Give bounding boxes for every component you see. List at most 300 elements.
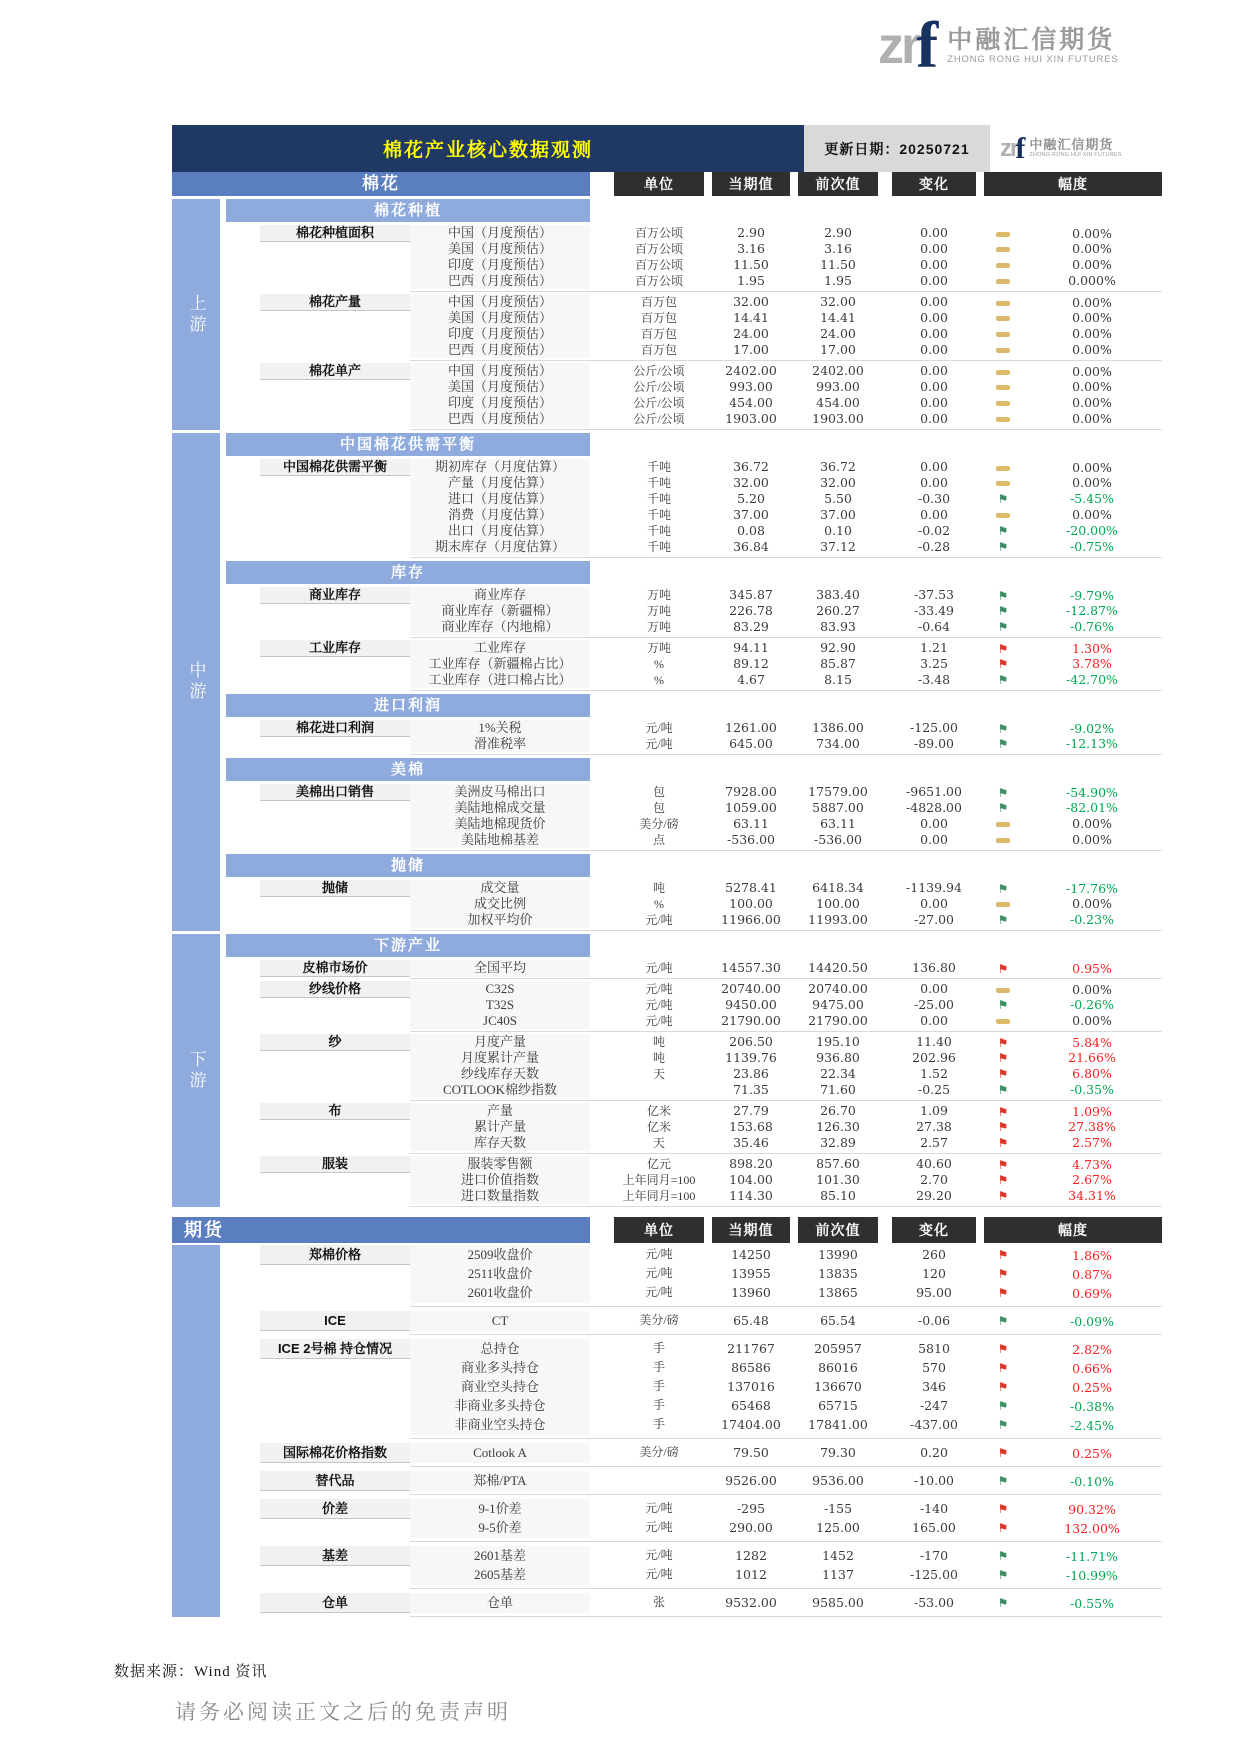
current-value: 3.16 (737, 241, 765, 256)
current-value: 11.50 (733, 257, 769, 272)
pct-cell (984, 997, 1162, 1013)
item-label: 巴西（月度预估） (410, 342, 590, 358)
flat-dash-icon (996, 838, 1010, 843)
previous-value: 9536.00 (812, 1473, 864, 1488)
pct-value: 0.000% (1068, 273, 1116, 288)
logo-company-name-en: ZHONG RONG HUI XIN FUTURES (947, 54, 1119, 65)
change-value: 0.00 (920, 273, 948, 288)
up-flag-icon: ⚑ (997, 1502, 1009, 1516)
down-flag-icon: ⚑ (997, 673, 1009, 687)
change-value: 346 (922, 1379, 946, 1394)
down-flag-icon: ⚑ (997, 1568, 1009, 1582)
logo-company-name-en: ZHONG RONG HUI XIN FUTURES (1029, 152, 1122, 158)
flat-dash-icon (996, 385, 1010, 390)
header-logo (990, 125, 1162, 172)
table-row (172, 1311, 1162, 1330)
unit-cell: 点 (652, 833, 665, 847)
pct-value: 0.00% (1072, 326, 1112, 341)
change-value: 0.00 (920, 832, 948, 847)
pct-value: -54.90% (1066, 784, 1118, 800)
unit-cell: 元/吨 (645, 1285, 673, 1299)
pct-value: 0.00% (1072, 459, 1112, 475)
current-value: 9450.00 (725, 997, 777, 1012)
unit-cell: 百万公顷 (634, 258, 683, 272)
flat-dash-icon (996, 301, 1010, 306)
previous-value: 14420.50 (808, 960, 868, 975)
stage-block (172, 433, 1162, 931)
change-value: -140 (919, 1501, 949, 1516)
table-row (172, 784, 1162, 800)
group-label: 商业库存 (260, 587, 410, 604)
previous-value: 5.50 (824, 491, 852, 506)
pct-value: -5.45% (1070, 491, 1114, 506)
table-row (172, 912, 1162, 928)
column-header-name: 棉花 (172, 172, 590, 196)
previous-value: 14.41 (820, 310, 856, 325)
pct-value: 0.00% (1072, 1013, 1112, 1028)
up-flag-icon: ⚑ (997, 641, 1009, 656)
unit-cell: 元/吨 (645, 1520, 673, 1534)
pct-cell (984, 587, 1162, 604)
group-separator (410, 360, 1162, 361)
column-header-previous: 前次值 (798, 1217, 878, 1243)
change-value: 0.00 (920, 326, 948, 341)
unit-cell: 元/吨 (645, 1501, 673, 1515)
item-label: 中国（月度预估） (410, 225, 590, 242)
group-separator (410, 930, 1162, 931)
pct-value: 2.57% (1072, 1135, 1112, 1150)
group-label: 纱 (260, 1034, 410, 1051)
pct-value: 132.00% (1064, 1520, 1120, 1536)
pct-cell (984, 960, 1162, 977)
group-separator (410, 1494, 1162, 1495)
previous-value: 936.80 (816, 1050, 860, 1065)
table-row (172, 1471, 1162, 1490)
item-label: 成交量 (410, 880, 590, 897)
down-flag-icon: ⚑ (997, 801, 1009, 815)
group-separator (410, 291, 1162, 292)
item-label: 商业空头持仓 (410, 1377, 590, 1397)
pct-cell (984, 411, 1162, 427)
pct-value: 0.25% (1072, 1445, 1112, 1461)
logo-f-text: f (916, 9, 939, 82)
pct-cell (984, 273, 1162, 289)
unit-cell: 元/吨 (645, 1014, 673, 1028)
unit-cell: 元/吨 (645, 982, 673, 996)
flat-dash-icon (996, 822, 1010, 827)
current-value: 37.00 (733, 507, 769, 522)
change-value: 5810 (918, 1341, 950, 1356)
table-row (172, 1135, 1162, 1151)
flat-dash-icon (996, 1019, 1010, 1024)
previous-value: 37.12 (820, 539, 856, 554)
item-label: 商业库存（内地棉） (410, 619, 590, 635)
item-label: 2601基差 (410, 1546, 590, 1566)
pct-value: 21.66% (1068, 1050, 1116, 1065)
previous-value: 3.16 (824, 241, 852, 256)
item-label: Cotlook A (410, 1443, 590, 1463)
pct-value: -0.09% (1070, 1313, 1114, 1329)
pct-cell (984, 1264, 1162, 1284)
group-separator (410, 690, 1162, 691)
change-value: 1.09 (920, 1103, 948, 1118)
item-label: 总持仓 (410, 1339, 590, 1359)
change-value: 27.38 (916, 1119, 952, 1134)
table-row (172, 294, 1162, 310)
unit-cell: 手 (652, 1341, 665, 1355)
group-separator (410, 1541, 1162, 1542)
previous-value: 86016 (818, 1360, 858, 1375)
table-row (172, 1245, 1162, 1264)
up-flag-icon: ⚑ (997, 657, 1009, 671)
table-row (172, 475, 1162, 491)
pct-value: -17.76% (1066, 880, 1118, 896)
pct-value: 0.00% (1072, 241, 1112, 256)
pct-cell (984, 310, 1162, 326)
pct-cell (984, 1593, 1162, 1613)
unit-cell: 百万公顷 (634, 274, 683, 288)
previous-value: 24.00 (820, 326, 856, 341)
change-value: 0.00 (920, 981, 948, 996)
change-value: 0.00 (920, 342, 948, 357)
pct-value: -12.13% (1066, 736, 1118, 751)
logo-company-name-cn: 中融汇信期货 (1029, 137, 1114, 152)
pct-cell (984, 342, 1162, 358)
unit-cell: 美分/磅 (639, 1445, 679, 1459)
up-flag-icon: ⚑ (997, 1286, 1009, 1300)
unit-cell: 吨 (652, 1051, 665, 1065)
change-value: 29.20 (916, 1188, 952, 1203)
pct-value: 0.00% (1072, 981, 1112, 997)
change-value: 40.60 (916, 1156, 952, 1171)
item-label: 工业库存 (410, 640, 590, 657)
table-row (172, 1593, 1162, 1612)
unit-cell: 元/吨 (645, 1567, 673, 1581)
pct-value: -0.75% (1070, 539, 1114, 554)
change-value: 0.00 (920, 310, 948, 325)
table-row (172, 832, 1162, 848)
current-value: 24.00 (733, 326, 769, 341)
data-table (172, 125, 1162, 1621)
stage-block (172, 1245, 1162, 1617)
item-label: 巴西（月度预估） (410, 411, 590, 427)
group-separator (410, 637, 1162, 638)
group-label: 价差 (260, 1499, 410, 1519)
change-value: -9651.00 (906, 784, 962, 799)
unit-cell: 亿米 (646, 1120, 671, 1134)
pct-value: 3.78% (1072, 656, 1112, 671)
current-value: 13955 (731, 1266, 771, 1281)
unit-cell: 元/吨 (645, 961, 673, 975)
futures-section-title: 期货 (172, 1217, 590, 1243)
stage-label: 上游 (186, 293, 206, 336)
pct-cell (984, 459, 1162, 476)
item-label: 9-1价差 (410, 1499, 590, 1519)
unit-cell: 百万包 (640, 343, 677, 357)
table-row (172, 1339, 1162, 1358)
change-value: 2.57 (920, 1135, 948, 1150)
change-value: -247 (919, 1398, 949, 1413)
item-label: 美洲皮马棉出口 (410, 784, 590, 801)
item-label: 印度（月度预估） (410, 326, 590, 342)
change-value: -0.06 (917, 1313, 951, 1328)
table-row (172, 603, 1162, 619)
table-row (172, 491, 1162, 507)
unit-cell: 美分/磅 (639, 817, 679, 831)
previous-value: 101.30 (816, 1172, 860, 1187)
table-row (172, 1264, 1162, 1283)
item-label: 商业库存 (410, 587, 590, 604)
logo-zr-text: zr (1000, 134, 1018, 162)
group-separator (410, 1466, 1162, 1467)
pct-cell (984, 491, 1162, 507)
change-value: 0.00 (920, 379, 948, 394)
pct-value: -0.55% (1070, 1595, 1114, 1611)
item-label: 美国（月度预估） (410, 379, 590, 395)
unit-cell: 天 (652, 1067, 665, 1081)
pct-value: -82.01% (1066, 800, 1118, 815)
down-flag-icon: ⚑ (997, 1314, 1009, 1328)
unit-cell: 万吨 (646, 588, 671, 602)
item-label: 成交比例 (410, 896, 590, 912)
group-separator (410, 1438, 1162, 1439)
pct-value: -0.35% (1070, 1082, 1114, 1097)
down-flag-icon: ⚑ (997, 524, 1009, 538)
current-value: 65468 (731, 1398, 771, 1413)
pct-cell (984, 1443, 1162, 1463)
pct-value: -9.02% (1070, 720, 1114, 736)
current-value: 114.30 (729, 1188, 773, 1203)
unit-cell: 千吨 (646, 524, 671, 538)
table-row (172, 1518, 1162, 1537)
change-value: 0.00 (920, 475, 948, 490)
item-label: 全国平均 (410, 960, 590, 977)
change-value: -125.00 (910, 720, 958, 735)
previous-value: 454.00 (816, 395, 860, 410)
change-value: 0.20 (920, 1445, 948, 1460)
previous-value: 1.95 (824, 273, 852, 288)
current-value: 14557.30 (721, 960, 781, 975)
unit-cell: 亿元 (646, 1157, 671, 1171)
current-value: -295 (736, 1501, 766, 1516)
item-label: 中国（月度预估） (410, 363, 590, 380)
column-header-current: 当期值 (712, 1217, 790, 1243)
pct-cell (984, 1050, 1162, 1066)
change-value: 0.00 (920, 257, 948, 272)
previous-value: 13990 (818, 1247, 858, 1262)
table-row (172, 1119, 1162, 1135)
previous-value: 1137 (822, 1567, 854, 1582)
change-value: 0.00 (920, 1013, 948, 1028)
table-row (172, 587, 1162, 603)
item-label: 工业库存（新疆棉占比） (410, 656, 590, 672)
item-label: 2601收盘价 (410, 1283, 590, 1303)
up-flag-icon: ⚑ (997, 1267, 1009, 1281)
current-value: 0.08 (737, 523, 765, 538)
pct-cell (984, 326, 1162, 342)
pct-value: -10.99% (1066, 1567, 1118, 1583)
current-value: 32.00 (733, 294, 769, 309)
current-value: 993.00 (729, 379, 773, 394)
table-row (172, 1565, 1162, 1584)
table-row (172, 326, 1162, 342)
group-label: 纱线价格 (260, 981, 410, 998)
change-value: 202.96 (912, 1050, 956, 1065)
change-value: -33.49 (913, 603, 954, 618)
change-value: 3.25 (920, 656, 948, 671)
pct-value: -11.71% (1066, 1548, 1118, 1564)
table-row (172, 1082, 1162, 1098)
unit-cell: 手 (652, 1379, 665, 1393)
pct-cell (984, 1358, 1162, 1378)
item-label: 1%关税 (410, 720, 590, 737)
current-value: 9526.00 (725, 1473, 777, 1488)
table-row (172, 507, 1162, 523)
group-label: 工业库存 (260, 640, 410, 657)
previous-value: 205957 (814, 1341, 862, 1356)
unit-cell (614, 1471, 704, 1491)
pct-value: 0.00% (1072, 816, 1112, 831)
down-flag-icon: ⚑ (997, 1474, 1009, 1488)
item-label: 滑准税率 (410, 736, 590, 752)
change-value: -0.30 (917, 491, 951, 506)
current-value: 86586 (731, 1360, 771, 1375)
pct-cell (984, 1188, 1162, 1204)
pct-cell (984, 1339, 1162, 1359)
up-flag-icon: ⚑ (997, 1189, 1009, 1203)
pct-cell (984, 656, 1162, 672)
previous-value: 9585.00 (812, 1595, 864, 1610)
current-value: 1261.00 (725, 720, 777, 735)
change-value: -89.00 (913, 736, 954, 751)
item-label: 商业多头持仓 (410, 1358, 590, 1378)
section-header: 中国棉花供需平衡 (226, 433, 590, 456)
item-label: 美国（月度预估） (410, 241, 590, 257)
item-label: JC40S (410, 1013, 590, 1029)
unit-cell: 元/吨 (645, 1247, 673, 1261)
table-row (172, 1034, 1162, 1050)
item-label: 月度产量 (410, 1034, 590, 1051)
previous-value: -536.00 (814, 832, 862, 847)
pct-cell (984, 523, 1162, 539)
disclaimer-note: 请务必阅读正文之后的免责声明 (175, 1700, 511, 1724)
section-header: 下游产业 (226, 934, 590, 957)
stage-strip (172, 433, 220, 931)
group-label: 中国棉花供需平衡 (260, 459, 410, 476)
item-label: 期末库存（月度估算） (410, 539, 590, 555)
down-flag-icon: ⚑ (997, 588, 1009, 603)
item-label: 美陆地棉成交量 (410, 800, 590, 816)
item-label: 仓单 (410, 1593, 590, 1613)
unit-cell: 万吨 (646, 641, 671, 655)
group-separator (410, 1153, 1162, 1154)
table-row (172, 342, 1162, 358)
current-value: 14.41 (733, 310, 769, 325)
previous-value: 85.87 (820, 656, 856, 671)
pct-value: 0.00% (1072, 507, 1112, 522)
group-separator (410, 1616, 1162, 1617)
column-header-previous: 前次值 (798, 172, 878, 196)
unit-cell: 上年同月=100 (622, 1173, 696, 1187)
current-value: 27.79 (733, 1103, 769, 1118)
change-value: 120 (922, 1266, 946, 1281)
previous-value: 195.10 (816, 1034, 860, 1049)
down-flag-icon: ⚑ (997, 1596, 1009, 1610)
change-value: 95.00 (916, 1285, 952, 1300)
flat-dash-icon (996, 247, 1010, 252)
table-row (172, 1188, 1162, 1204)
table-row (172, 411, 1162, 427)
flat-dash-icon (996, 417, 1010, 422)
item-label: 进口价值指数 (410, 1172, 590, 1188)
table-row (172, 1415, 1162, 1434)
current-value: 17.00 (733, 342, 769, 357)
down-flag-icon: ⚑ (997, 913, 1009, 927)
table-row (172, 1358, 1162, 1377)
pct-value: 0.00% (1072, 225, 1112, 241)
change-value: -53.00 (913, 1595, 954, 1610)
flat-dash-icon (996, 481, 1010, 486)
change-value: 136.80 (912, 960, 956, 975)
group-label: 棉花单产 (260, 363, 410, 380)
current-value: 104.00 (729, 1172, 773, 1187)
down-flag-icon: ⚑ (997, 785, 1009, 800)
previous-value: 2.90 (824, 225, 852, 240)
pct-cell (984, 1034, 1162, 1051)
change-value: -3.48 (917, 672, 951, 687)
change-value: 0.00 (920, 411, 948, 426)
up-flag-icon: ⚑ (997, 1173, 1009, 1187)
pct-cell (984, 379, 1162, 395)
down-flag-icon: ⚑ (997, 1549, 1009, 1563)
group-separator (410, 1334, 1162, 1335)
table-row (172, 672, 1162, 688)
pct-cell (984, 1066, 1162, 1082)
group-separator (410, 1100, 1162, 1101)
previous-value: 17841.00 (808, 1417, 868, 1432)
unit-cell: % (654, 897, 664, 911)
change-value: 0.00 (920, 816, 948, 831)
change-value: 570 (922, 1360, 946, 1375)
previous-value: 993.00 (816, 379, 860, 394)
current-value: 17404.00 (721, 1417, 781, 1432)
table-row (172, 960, 1162, 976)
previous-value: 1452 (822, 1548, 854, 1563)
pct-cell (984, 619, 1162, 635)
previous-value: 9475.00 (812, 997, 864, 1012)
pct-cell (984, 912, 1162, 928)
pct-cell (984, 981, 1162, 998)
logo-company-name-cn: 中融汇信期货 (947, 26, 1116, 54)
previous-value: 20740.00 (808, 981, 868, 996)
table-row (172, 1396, 1162, 1415)
previous-value: 11993.00 (808, 912, 868, 927)
item-label: CT (410, 1311, 590, 1331)
table-row (172, 800, 1162, 816)
table-row (172, 310, 1162, 326)
group-label: 国际棉花价格指数 (260, 1443, 410, 1463)
flat-dash-icon (996, 988, 1010, 993)
change-value: 11.40 (916, 1034, 952, 1049)
change-value: -1139.94 (906, 880, 962, 895)
current-value: 211767 (727, 1341, 775, 1356)
flat-dash-icon (996, 232, 1010, 237)
item-label: 商业库存（新疆棉） (410, 603, 590, 619)
previous-value: 17579.00 (808, 784, 868, 799)
item-label: T32S (410, 997, 590, 1013)
item-label: 期初库存（月度估算） (410, 459, 590, 476)
group-separator (410, 1206, 1162, 1207)
